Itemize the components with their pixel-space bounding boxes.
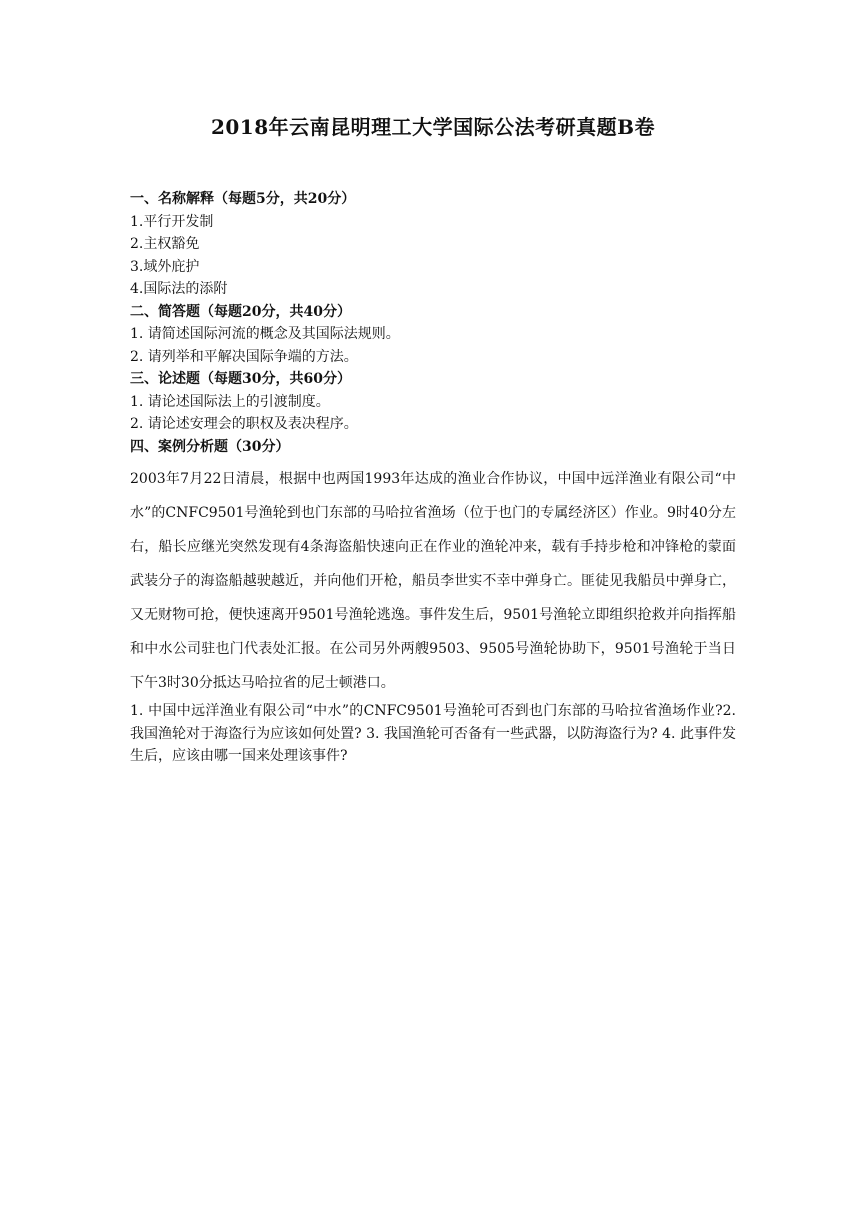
question-item: 4.国际法的添附 xyxy=(130,281,228,297)
section-term-explanation xyxy=(130,188,736,301)
section-heading: 一、名称解释（每题5分，共20分） xyxy=(130,191,356,207)
section-essay xyxy=(130,368,736,436)
question-item: 1.平行开发制 xyxy=(130,213,214,230)
section-heading: 二、简答题（每题20分，共40分） xyxy=(130,303,351,320)
question-item: 2.主权豁免 xyxy=(130,236,200,252)
section-heading: 三、论述题（每题30分，共60分） xyxy=(130,371,351,387)
question-item: 2. 请论述安理会的职权及表决程序。 xyxy=(130,416,358,432)
question-item: 2. 请列举和平解决国际争端的方法。 xyxy=(130,348,358,365)
case-description: 2003年7月22日清晨，根据中也两国1993年达成的渔业合作协议，中国中远洋渔业有限公司“中水”的CNFC9501号渔轮到也门东部的马哈拉省渔场（位于也门的专属经济区）作业。9时40分左右，船长应继光突然发现有4条海盗船快速向正在作业的渔轮冲来，载有手持步枪和冲锋枪的蒙面武装分子的海盗船越驶越近，并向他们开枪，船员李世实不幸中弹身亡。匪徒见我船员中弹身亡，又无财物可抢，便快速离开9501号渔轮逃逸。事件发生后，9501号渔轮立即组织抢救并向指挥船和中水公司驻也门代表处汇报。在公司另外两艘9503、9505号渔轮协助下，9501号渔轮于当日下午3时30分抵达马哈拉省的尼士顿港口。 xyxy=(130,471,736,691)
section-heading: 四、案例分析题（30分） xyxy=(130,438,290,455)
section-case-analysis xyxy=(130,436,736,768)
exam-page xyxy=(130,112,736,768)
question-item: 3.域外庇护 xyxy=(130,258,200,275)
case-questions: 1. 中国中远洋渔业有限公司“中水”的CNFC9501号渔轮可否到也门东部的马哈拉省渔场作业?2. 我国渔轮对于海盗行为应该如何处置? 3. 我国渔轮可否备有一些武器，以防海盗行为? 4. 此事件发生后，应该由哪一国来处理该事件? xyxy=(130,703,736,764)
question-item: 1. 请简述国际河流的概念及其国际法规则。 xyxy=(130,326,400,342)
page-title: 2018年云南昆明理工大学国际公法考研真题B卷 xyxy=(210,115,656,139)
section-short-answer xyxy=(130,301,736,369)
question-item: 1. 请论述国际法上的引渡制度。 xyxy=(130,393,330,410)
